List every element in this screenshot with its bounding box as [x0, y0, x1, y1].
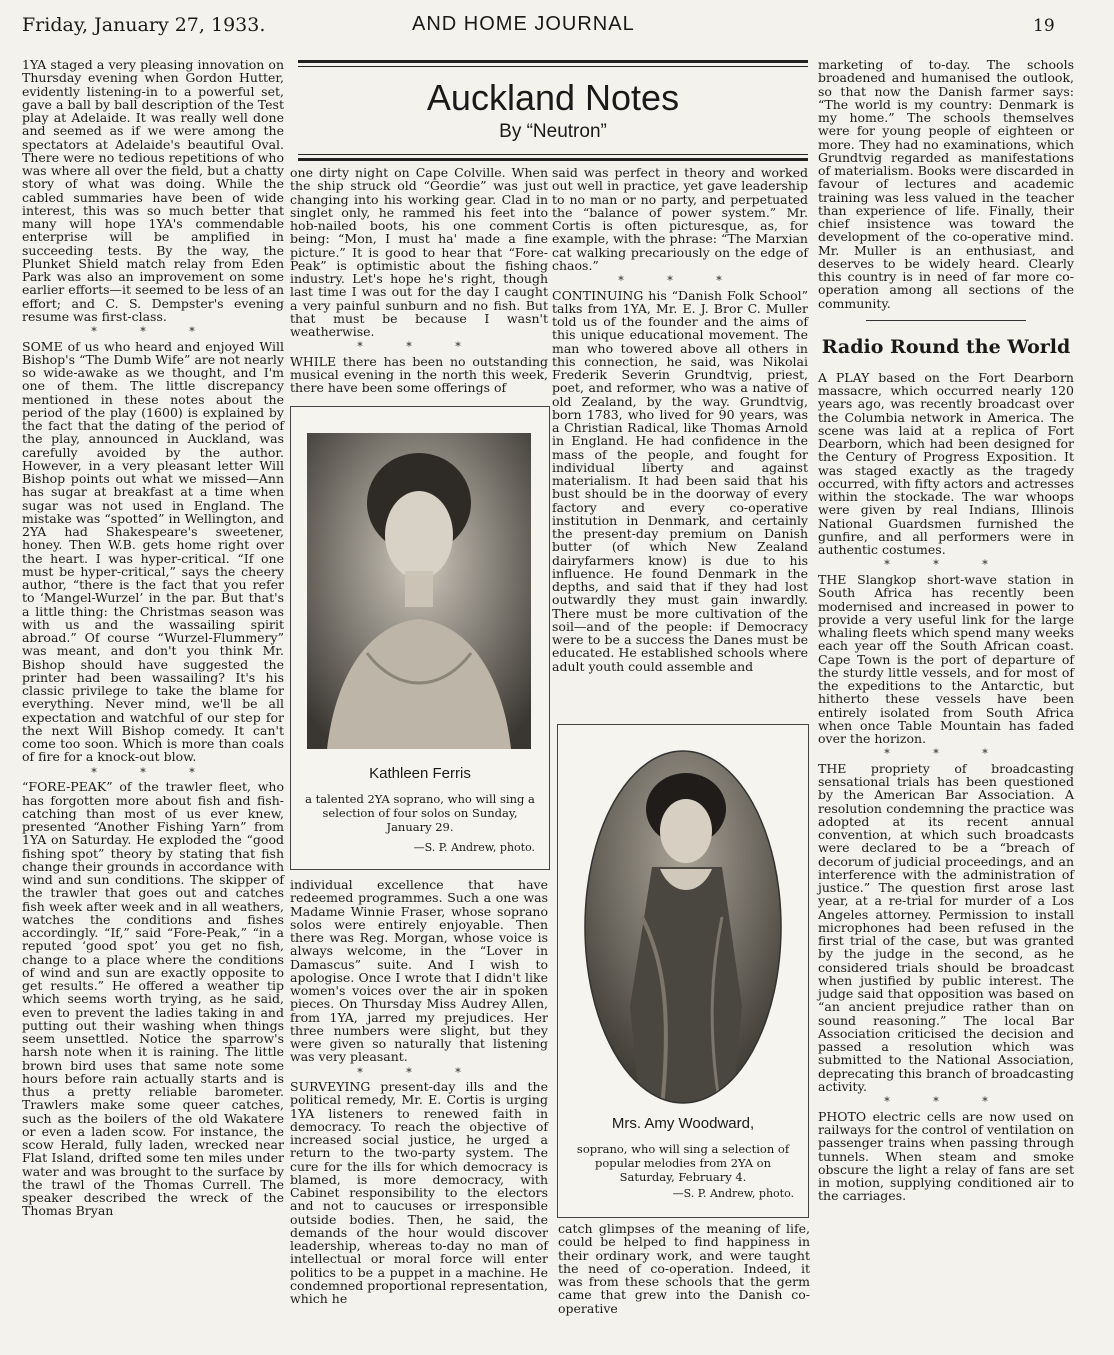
section-title: Auckland Notes — [426, 77, 680, 118]
article-cortis: said was perfect in theory and worked out well in practice, yet gave leadership to no man or no party, and perpetuated the “balance of power system.” Mr. Cortis is often picturesque, as, for example, with the phrase: “The Marxian cat walking precariously on the edge of chaos.” — [552, 165, 808, 273]
photo-name: Kathleen Ferris — [369, 765, 471, 782]
article-surveying: SURVEYING present-day ills and the political remedy, Mr. E. Cortis is urging 1YA listeners to renewed faith in democracy. To reach the objective of increased social justice, he urged a return to the two-party system. The cure for the ills for which democracy is blamed, is more democracy, with Cabinet responsibility to the electors and not to caucuses or irresponsible outside bodies. Then, he said, the demands of the hour would discover leadership, whereas to-day no man of intellectual or moral force will enter politics to be a puppet in a machine. He condemned proportional representation, which he — [290, 1079, 548, 1307]
portrait-image — [582, 747, 784, 1107]
column-3-lower — [558, 1222, 810, 1318]
article-bar-association: THE propriety of broadcasting sensational trials has been questioned by the American Bar Association. A resolution condemning the practice was adopted at its recent annual convention, at which such broadcasts were declared to be a “breach of decorum of judicial proceedings, and an interference with the administration of justice.” The question first arose last year, at a re-trial for murder of a Los Angeles attorney. Permission to install microphones had been refused in the first trial of the case, but was granted by the judge in the second, as he considered trials should be broadcast when justified by public interest. The judge said that opposition was based on “an ancient prejudice rather than on sound reasoning.” The local Bar Association criticised the decision and passed a resolution which was submitted to the National Association, deprecating this branch of broadcasting activity. — [818, 760, 1074, 1094]
page-date: Friday, January 27, 1933. — [22, 14, 266, 36]
article-fort-dearborn: A PLAY based on the Fort Dearborn massacre, which occurred nearly 120 years ago, was recently broadcast over the Columbia network in America. The scene was laid at a replica of Fort Dearborn, which had been designed for the Century of Progress Exposition. It was staged exactly as the tragedy occurred, with fifty actors and actresses within the stockade. The war whoops were given by real Indians, Illinois National Guardsmen furnished the gunfire, and all performers were in authentic costumes. — [818, 369, 1074, 558]
separator: * * * — [357, 1065, 481, 1079]
masthead — [298, 60, 808, 161]
column-2 — [290, 166, 548, 398]
photo-name: Mrs. Amy Woodward, — [611, 1115, 755, 1132]
article-danish-marketing: marketing of to-day. The schools broadened and humanised the outlook, so that now the Danish farmer says: “The world is my country: Denmark is my home.” The schools themselves were for young people of eighteen or more. They had no examinations, which Grundtvig regarded as manifestations of materialism. Books were discarded in favour of lectures and academic training was less valued in the teacher than experience of life. Finally, their chief insistence was toward the development of the co-operative mind. Mr. Muller is an enthusiast, and deserves to be widely heard. Clearly this country is in need of far more co-operation among all sections of the community. — [818, 57, 1074, 311]
byline: By “Neutron” — [499, 121, 607, 142]
separator: * * * — [884, 747, 1008, 761]
divider — [866, 320, 1026, 321]
column-4 — [818, 58, 1074, 1206]
separator: * * * — [618, 274, 742, 287]
portrait-image — [307, 433, 531, 749]
photo-kathleen-ferris — [290, 406, 550, 870]
page-number: 19 — [1033, 16, 1055, 36]
photo-credit: —S. P. Andrew, photo. — [672, 1187, 794, 1200]
separator: * * * — [91, 325, 215, 338]
article-danish-continued: catch glimpses of the meaning of life, could be helped to find happiness in their ordinary work, and were taught the need of co-operation. Indeed, it was from these schools that the germ came that grew into the Danish co-operative — [558, 1221, 810, 1316]
article-fore-peak: “FORE-PEAK” of the trawler fleet, who has forgotten more about fish and fish-catching than most of us ever knew, presented “Another Fishing Yarn” from 1YA on Saturday. He exploded the “good fishing spot” theory by stating that fish change their grounds in accordance with wind and sun conditions. The skipper of the trawler that goes out and catches fish week after week and in all weathers, watches the conditions and fishes accordingly. “If,” said “Fore-Peak,” “in a reputed ‘good spot’ you get no fish, change to a place where the conditions of wind and sun are exactly opposite to get results.” He offered a weather tip which seems worth trying, as he said, even to prevent the ladies taking in and putting out their washing when things seem unsettled. Notice the sparrow's harsh note when it is raining. The little brown bird uses that same note some hours before rain actually starts and is thus a pretty reliable barometer. Trawlers make some queer catches, such as the boilers of the old Wakatere or even a laden scow. For instance, the scow Herald, fully laden, wrecked near Flat Island, drifted some ten miles under water and was brought to the surface by the trawl of the Thomas Currell. The speaker described the wreck of the Thomas Bryan — [22, 779, 284, 1219]
article-dumb-wife: SOME of us who heard and enjoyed Will Bishop's “The Dumb Wife” are not nearly so wide-awake as we thought, and I'm one of them. The little discrepancy mentioned in these notes about the period of the play (1600) is explained by the fact that the dating of the period of the play, announced in Auckland, was carefully avoided by the author. However, in a very pleasant letter Will Bishop points out what we missed—Ann has sugar at breakfast at a time when sugar was not used in England. The mistake was “spotted” in Wellington, and 2YA had Shakespeare's sweetener, honey. Then W.B. gets home right over the heart. I was hyper-critical. “If one must be hyper-critical,” says the cheery author, “there is the fact that you refer to ‘Mangel-Wurzel’ in the par. But that's a little thing: the Christmas season was with us and the wassailing spirit abroad.” Of course “Wurzel-Flummery” was meant, and don't you think Mr. Bishop should have suggested the printer had been wassailing? It's his classic privilege to take the blame for everything. Never mind, we'll be all expectation and watchful of our step for the next Will Bishop comedy. It can't come too soon. Which is more than coals of fire for a knock-out blow. — [22, 338, 284, 765]
section-heading: Radio Round the World — [821, 335, 1071, 358]
article-test-broadcast: 1YA staged a very pleasing innovation on Thursday evening when Gordon Hutter, evidently listening-in to a powerful set, gave a ball by ball description of the Test play at Adelaide. It was really well done and seemed as if we were among the spectators at Adelaide's beautiful Oval. There were no tedious repetitions of who was where all over the field, but a chatty story of what was doing. While the cabled summaries have been of wide interest, this was so much better that many will hope 1YA's commendable enterprise will be amplified in succeeding tests. By the way, the Plunket Shield match relay from Eden Park was also an improvement on some earlier efforts—it seemed to be less of an effort; and C. S. Dempster's evening resume was first-class. — [22, 57, 284, 324]
photo-caption: soprano, who will sing a selection of popular melodies from 2YA on Saturday, February 4. — [576, 1142, 790, 1184]
article-slangkop: THE Slangkop short-wave station in South Africa has recently been modernised and increased in power to provide a very useful link for the large whaling fleets which spend many weeks each year off the South African coast. Cape Town is the port of departure of the sturdy little vessels, and for most of the expeditions to the Antarctic, but hitherto these vessels have been entirely isolated from South Africa when once Table Mountain has faded over the horizon. — [818, 572, 1074, 747]
column-1 — [22, 58, 284, 1221]
separator: * * * — [884, 558, 1008, 572]
article-musical-evening: WHILE there has been no outstanding musical evening in the north this week, there have been some offerings of — [290, 353, 548, 396]
separator: * * * — [357, 340, 481, 354]
journal-title: AND HOME JOURNAL — [412, 13, 635, 35]
photo-caption: a talented 2YA soprano, who will sing a selection of four solos on Sunday, January 29. — [305, 792, 535, 834]
article-danish-folk-school: CONTINUING his “Danish Folk School” talks from 1YA, Mr. E. J. Bror C. Muller told us of the founder and the aims of this unique educational movement. The man who towered above all others in this connection, he said, was Nikolai Frederik Severin Grundtvig, priest, poet, and reformer, who was a native of old Zealand, by the way. Grundtvig, born 1783, who lived for 90 years, was a Christian Radical, like Thomas Arnold in England. He had confidence in the mass of the people, and fought for individual liberty and against materialism. It had been said that his bust should be in the doorway of every factory and every co-operative institution in Denmark, and certainly the present-day premium on Danish butter (of which New Zealand dairyfarmers know) is due to his influence. He found Denmark in the depths, and said that if they had lost outwardly they must gain inwardly. There must be more cultivation of the soil—and of the people: if Democracy were to be a success the Danes must be educated. He established schools where adult youth could assemble and — [552, 287, 808, 674]
photo-credit: —S. P. Andrew, photo. — [413, 841, 535, 854]
photo-amy-woodward — [557, 724, 809, 1218]
separator: * * * — [884, 1095, 1008, 1109]
separator: * * * — [91, 765, 215, 779]
article-geordie: one dirty night on Cape Colville. When the ship struck old “Geordie” was just changing into his working gear. Clad in singlet only, he rammed his feet into hob-nailed boots, his one comment being: “Mon, I must ha' made a fine picture.” It is good to hear that “Fore-Peak” is optimistic about the fishing industry. Let's hope he's right, though last time I was out for the day I caught a very painful sunburn and no fish. But that must be because I wasn't weatherwise. — [290, 165, 548, 339]
column-3 — [552, 166, 808, 676]
article-photo-cells: PHOTO electric cells are now used on railways for the control of ventilation on passenger trains when passing through tunnels. When steam and smoke obscure the light a relay of fans are set in motion, supplying conditioned air to the carriages. — [818, 1108, 1074, 1204]
article-individual-excellence: individual excellence that have redeemed programmes. Such a one was Madame Winnie Fraser, whose soprano solos were entirely enjoyable. Then there was Reg. Morgan, whose voice is always welcome, in the “Lover in Damascus” suite. And I wish to apologise. Once I wrote that I didn't like women's voices over the air in spoken pieces. On Thursday Miss Audrey Allen, from 1YA, jarred my prejudices. Her three numbers were slight, but they were given so naturally that listening was very pleasant. — [290, 877, 548, 1065]
column-2-lower — [290, 878, 548, 1308]
